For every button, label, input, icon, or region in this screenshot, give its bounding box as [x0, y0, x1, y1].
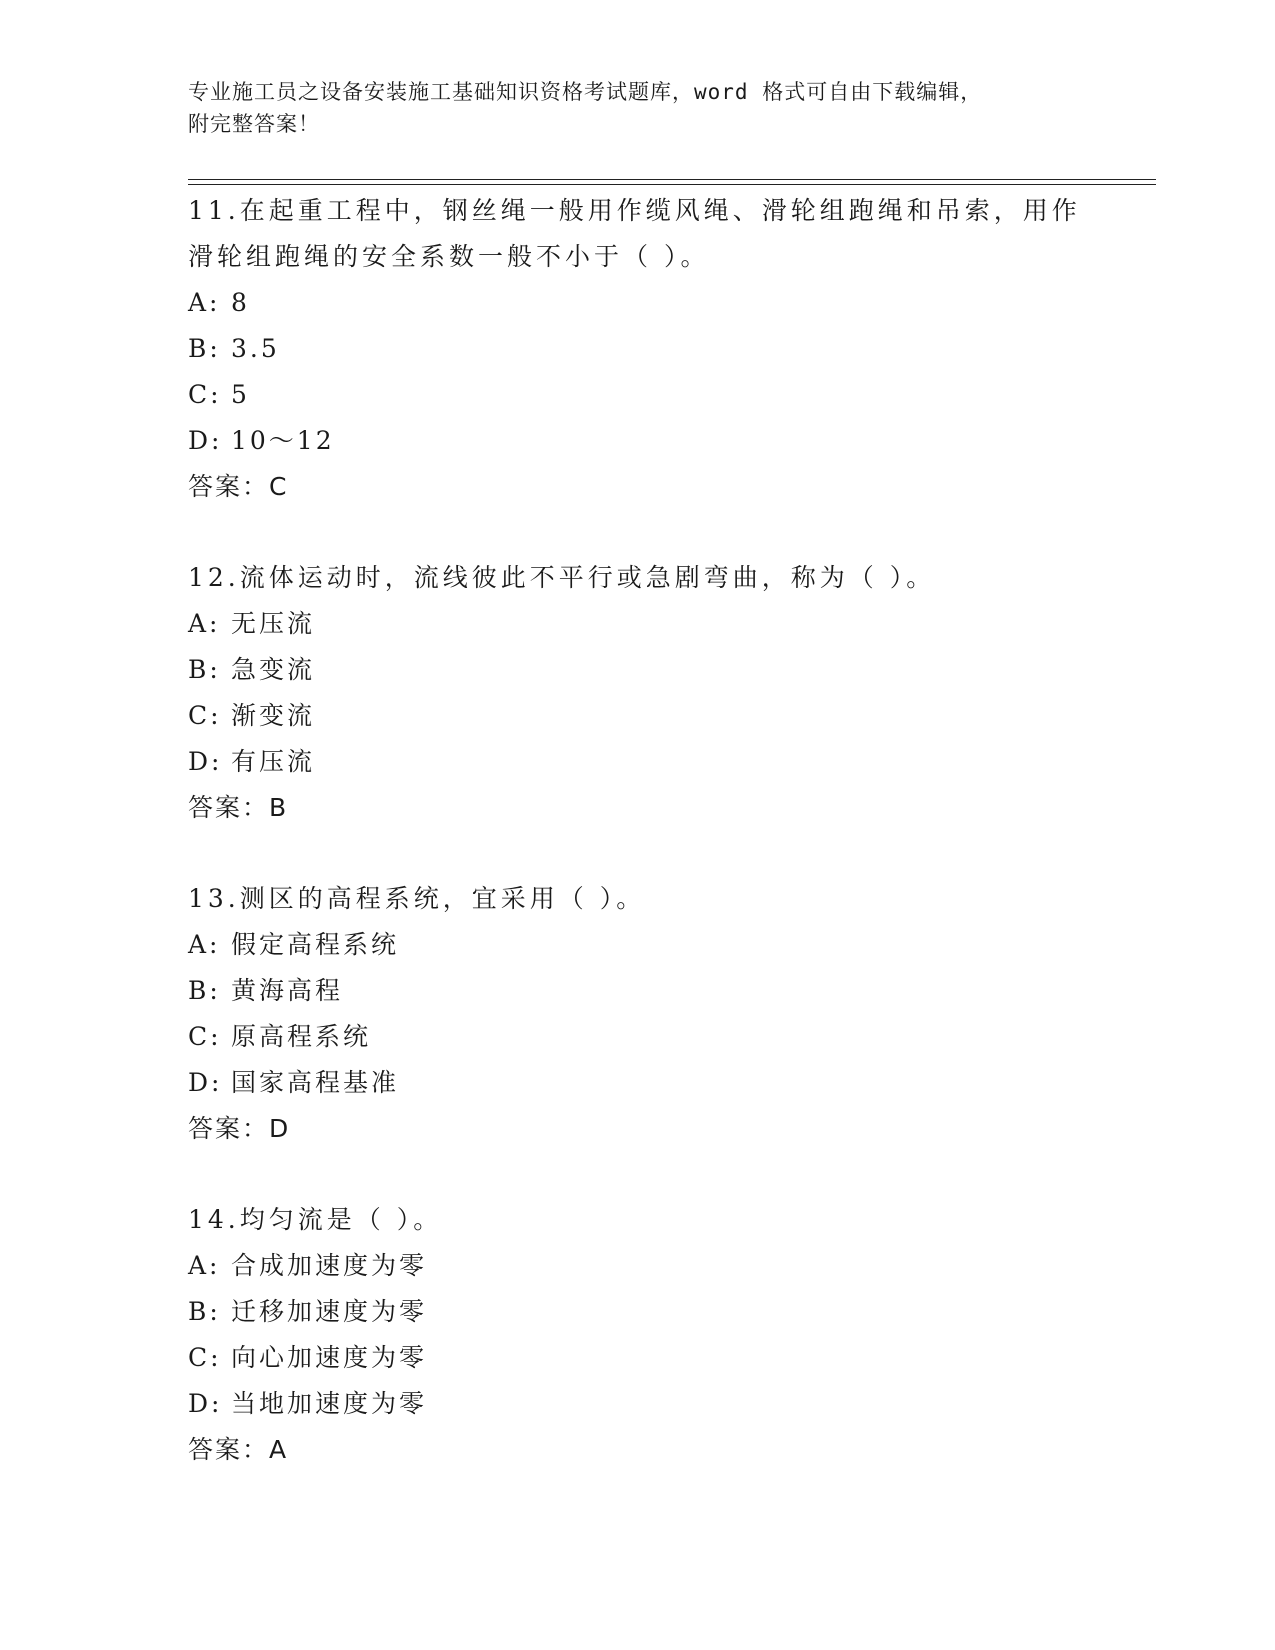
- question-stem-line: 14.均匀流是（ ）。: [188, 1205, 443, 1234]
- answer-line: 答案：C: [188, 472, 289, 501]
- option-text: 5: [231, 380, 250, 409]
- option-b: [188, 647, 1088, 693]
- option-key: B:: [188, 976, 221, 1005]
- option-b: [188, 968, 1088, 1014]
- question-stem-line: 13.测区的高程系统，宜采用（ ）。: [188, 884, 646, 913]
- option-key: B:: [188, 1297, 221, 1326]
- answer-line: 答案：A: [188, 1435, 289, 1464]
- header-divider-bottom: [188, 184, 1156, 185]
- option-a: [188, 601, 1088, 647]
- option-d: [188, 1381, 1088, 1427]
- option-text: 合成加速度为零: [231, 1251, 428, 1280]
- option-text: 有压流: [231, 747, 316, 776]
- option-key: A:: [188, 609, 221, 638]
- option-text: 急变流: [231, 655, 316, 684]
- option-b: [188, 1289, 1088, 1335]
- header-line-1: 专业施工员之设备安装施工基础知识资格考试题库，word 格式可自由下载编辑，: [188, 80, 983, 104]
- option-key: A:: [188, 930, 221, 959]
- question-11: [188, 188, 1088, 510]
- option-a: [188, 1243, 1088, 1289]
- header-line-2: 附完整答案！: [188, 112, 320, 136]
- option-text: 渐变流: [231, 701, 316, 730]
- option-key: A:: [188, 288, 221, 317]
- option-text: 无压流: [231, 609, 316, 638]
- option-a: [188, 280, 1088, 326]
- option-c: [188, 1014, 1088, 1060]
- option-key: C:: [188, 380, 222, 409]
- option-text: 原高程系统: [231, 1022, 372, 1051]
- option-key: C:: [188, 1022, 222, 1051]
- option-d: [188, 418, 1088, 464]
- option-key: D:: [188, 426, 223, 455]
- question-stem-line: 11.在起重工程中，钢丝绳一般用作缆风绳、滑轮组跑绳和吊索，用作: [188, 196, 1081, 225]
- option-key: C:: [188, 701, 222, 730]
- option-c: [188, 1335, 1088, 1381]
- option-key: C:: [188, 1343, 222, 1372]
- option-key: B:: [188, 334, 221, 363]
- option-d: [188, 739, 1088, 785]
- question-stem-line: 滑轮组跑绳的安全系数一般不小于（ ）。: [188, 242, 710, 271]
- option-b: [188, 326, 1088, 372]
- question-13: [188, 876, 1088, 1152]
- option-text: 黄海高程: [231, 976, 344, 1005]
- option-key: D:: [188, 747, 223, 776]
- answer-line: 答案：B: [188, 793, 289, 822]
- option-c: [188, 372, 1088, 418]
- option-text: 国家高程基准: [231, 1068, 400, 1097]
- question-12: [188, 555, 1088, 831]
- option-text: 迁移加速度为零: [231, 1297, 428, 1326]
- option-key: D:: [188, 1389, 223, 1418]
- option-text: 3.5: [231, 334, 280, 363]
- option-text: 向心加速度为零: [231, 1343, 428, 1372]
- question-14: [188, 1197, 1088, 1473]
- header-divider-top: [188, 179, 1156, 180]
- option-text: 10～12: [231, 426, 335, 455]
- option-a: [188, 922, 1088, 968]
- option-key: D:: [188, 1068, 223, 1097]
- option-d: [188, 1060, 1088, 1106]
- option-text: 8: [231, 288, 250, 317]
- option-key: B:: [188, 655, 221, 684]
- document-header: [188, 76, 1068, 140]
- option-text: 当地加速度为零: [231, 1389, 428, 1418]
- option-c: [188, 693, 1088, 739]
- answer-line: 答案：D: [188, 1114, 291, 1143]
- option-key: A:: [188, 1251, 221, 1280]
- question-stem-line: 12.流体运动时，流线彼此不平行或急剧弯曲，称为（ ）。: [188, 563, 936, 592]
- option-text: 假定高程系统: [231, 930, 400, 959]
